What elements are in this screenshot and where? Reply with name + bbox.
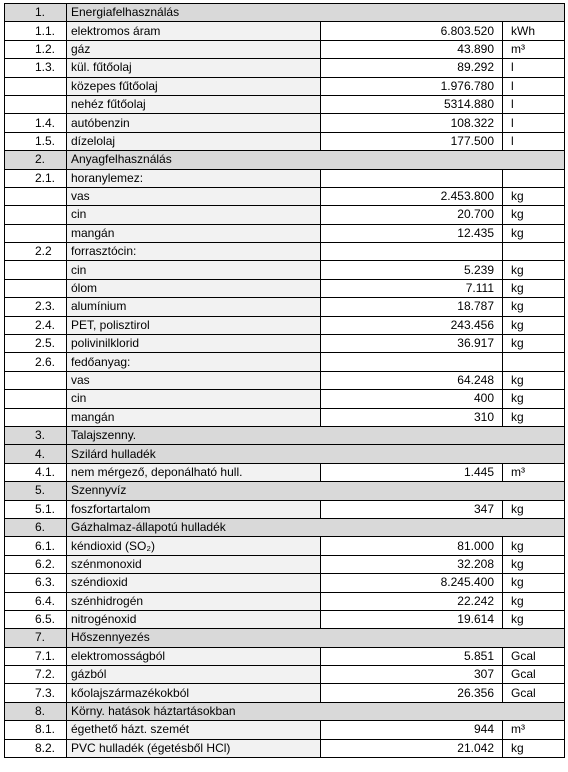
- row-number-cell: 1.2.: [5, 40, 67, 58]
- row-unit-cell: m³: [503, 463, 565, 481]
- table-row: [5, 666, 565, 684]
- row-label-cell: dízelolaj: [67, 132, 321, 150]
- row-value-cell: 32.208: [321, 555, 503, 573]
- table-row: [5, 224, 565, 242]
- table-row: [5, 187, 565, 205]
- row-number-cell: [5, 224, 67, 242]
- row-label-cell: Talajszenny.: [67, 426, 321, 444]
- row-label-cell: égethető házt. szemét: [67, 721, 321, 739]
- row-label-cell: közepes fűtőolaj: [67, 77, 321, 95]
- row-unit-cell: kg: [503, 298, 565, 316]
- row-number-cell: 1.5.: [5, 132, 67, 150]
- row-value-cell: [321, 445, 503, 463]
- row-value-cell: 20.700: [321, 206, 503, 224]
- table-row: [5, 592, 565, 610]
- row-number-cell: [5, 95, 67, 113]
- table-row: [5, 243, 565, 261]
- row-unit-cell: l: [503, 59, 565, 77]
- row-unit-cell: kg: [503, 574, 565, 592]
- row-label-cell: kül. fűtőolaj: [67, 59, 321, 77]
- row-number-cell: 1.3.: [5, 59, 67, 77]
- row-value-cell: 944: [321, 721, 503, 739]
- row-number-cell: 2.6.: [5, 353, 67, 371]
- row-value-cell: 177.500: [321, 132, 503, 150]
- row-number-cell: 5.1.: [5, 500, 67, 518]
- section-header-row: [5, 629, 565, 647]
- row-value-cell: 5314.880: [321, 95, 503, 113]
- row-unit-cell: l: [503, 95, 565, 113]
- row-value-cell: 19.614: [321, 610, 503, 628]
- row-unit-cell: kg: [503, 206, 565, 224]
- row-value-cell: 108.322: [321, 114, 503, 132]
- row-number-cell: 7.2.: [5, 666, 67, 684]
- row-number-cell: 7.1.: [5, 647, 67, 665]
- row-unit-cell: Gcal: [503, 647, 565, 665]
- row-value-cell: [321, 243, 503, 261]
- row-value-cell: [321, 353, 503, 371]
- row-label-cell: Hőszennyezés: [67, 629, 321, 647]
- row-label-cell: cin: [67, 261, 321, 279]
- row-label-cell: nem mérgező, deponálható hull.: [67, 463, 321, 481]
- row-unit-cell: l: [503, 132, 565, 150]
- row-value-cell: 7.111: [321, 279, 503, 297]
- table-row: [5, 371, 565, 389]
- row-value-cell: 12.435: [321, 224, 503, 242]
- row-value-cell: [321, 482, 503, 500]
- row-value-cell: [321, 151, 503, 169]
- table-row: [5, 408, 565, 426]
- table-row: [5, 335, 565, 353]
- row-unit-cell: m³: [503, 40, 565, 58]
- row-value-cell: [321, 629, 503, 647]
- row-number-cell: 2.3.: [5, 298, 67, 316]
- row-unit-cell: kg: [503, 592, 565, 610]
- row-unit-cell: m³: [503, 721, 565, 739]
- row-label-cell: elektromosságból: [67, 647, 321, 665]
- row-number-cell: 6.1.: [5, 537, 67, 555]
- row-label-cell: gázból: [67, 666, 321, 684]
- row-unit-cell: [503, 426, 565, 444]
- row-number-cell: 2.1.: [5, 169, 67, 187]
- row-number-cell: 8.1.: [5, 721, 67, 739]
- row-value-cell: 5.851: [321, 647, 503, 665]
- environmental-data-table-container: [4, 3, 564, 758]
- row-unit-cell: [503, 353, 565, 371]
- row-number-cell: 8.: [5, 702, 67, 720]
- row-value-cell: [321, 4, 503, 22]
- row-value-cell: 243.456: [321, 316, 503, 334]
- row-label-cell: elektromos áram: [67, 22, 321, 40]
- row-value-cell: 1.445: [321, 463, 503, 481]
- section-header-row: [5, 518, 565, 536]
- row-number-cell: 2.: [5, 151, 67, 169]
- section-header-row: [5, 482, 565, 500]
- row-unit-cell: Gcal: [503, 666, 565, 684]
- table-row: [5, 40, 565, 58]
- row-number-cell: [5, 206, 67, 224]
- row-label-cell: vas: [67, 371, 321, 389]
- table-row: [5, 574, 565, 592]
- row-value-cell: 22.242: [321, 592, 503, 610]
- row-unit-cell: l: [503, 77, 565, 95]
- table-row: [5, 684, 565, 702]
- row-unit-cell: [503, 445, 565, 463]
- row-value-cell: [321, 518, 503, 536]
- table-row: [5, 279, 565, 297]
- row-number-cell: 6.4.: [5, 592, 67, 610]
- row-number-cell: [5, 390, 67, 408]
- row-label-cell: szénmonoxid: [67, 555, 321, 573]
- row-label-cell: cin: [67, 206, 321, 224]
- environmental-data-table: [4, 3, 565, 758]
- row-label-cell: PET, polisztirol: [67, 316, 321, 334]
- row-unit-cell: kg: [503, 390, 565, 408]
- row-number-cell: [5, 279, 67, 297]
- row-label-cell: vas: [67, 187, 321, 205]
- row-unit-cell: [503, 482, 565, 500]
- row-number-cell: [5, 77, 67, 95]
- row-label-cell: széndioxid: [67, 574, 321, 592]
- row-label-cell: PVC hulladék (égetésből HCl): [67, 739, 321, 757]
- row-unit-cell: kWh: [503, 22, 565, 40]
- row-unit-cell: kg: [503, 555, 565, 573]
- row-unit-cell: kg: [503, 537, 565, 555]
- row-unit-cell: [503, 702, 565, 720]
- row-label-cell: mangán: [67, 408, 321, 426]
- row-number-cell: [5, 261, 67, 279]
- section-header-row: [5, 151, 565, 169]
- row-label-cell: horanylemez:: [67, 169, 321, 187]
- row-unit-cell: kg: [503, 371, 565, 389]
- row-unit-cell: kg: [503, 224, 565, 242]
- section-header-row: [5, 426, 565, 444]
- row-value-cell: 400: [321, 390, 503, 408]
- row-label-cell: polivinilklorid: [67, 335, 321, 353]
- row-unit-cell: kg: [503, 335, 565, 353]
- table-row: [5, 59, 565, 77]
- row-value-cell: 307: [321, 666, 503, 684]
- table-row: [5, 647, 565, 665]
- row-unit-cell: Gcal: [503, 684, 565, 702]
- row-number-cell: 6.3.: [5, 574, 67, 592]
- row-value-cell: 64.248: [321, 371, 503, 389]
- row-number-cell: 7.3.: [5, 684, 67, 702]
- row-value-cell: 2.453.800: [321, 187, 503, 205]
- row-value-cell: 81.000: [321, 537, 503, 555]
- row-label-cell: Gázhalmaz-állapotú hulladék: [67, 518, 321, 536]
- row-number-cell: 2.5.: [5, 335, 67, 353]
- row-label-cell: Energiafelhasználás: [67, 4, 321, 22]
- row-unit-cell: kg: [503, 261, 565, 279]
- row-value-cell: 21.042: [321, 739, 503, 757]
- table-row: [5, 261, 565, 279]
- row-value-cell: [321, 169, 503, 187]
- table-row: [5, 316, 565, 334]
- row-label-cell: szénhidrogén: [67, 592, 321, 610]
- section-header-row: [5, 702, 565, 720]
- row-number-cell: [5, 187, 67, 205]
- table-row: [5, 555, 565, 573]
- row-number-cell: 5.: [5, 482, 67, 500]
- row-value-cell: [321, 702, 503, 720]
- row-unit-cell: [503, 169, 565, 187]
- table-row: [5, 610, 565, 628]
- row-unit-cell: [503, 518, 565, 536]
- table-row: [5, 721, 565, 739]
- row-unit-cell: kg: [503, 739, 565, 757]
- table-row: [5, 114, 565, 132]
- row-value-cell: 26.356: [321, 684, 503, 702]
- row-value-cell: 89.292: [321, 59, 503, 77]
- row-unit-cell: [503, 629, 565, 647]
- row-number-cell: [5, 408, 67, 426]
- table-row: [5, 95, 565, 113]
- table-row: [5, 298, 565, 316]
- row-value-cell: 36.917: [321, 335, 503, 353]
- row-label-cell: kéndioxid (SO₂): [67, 537, 321, 555]
- row-number-cell: 1.1.: [5, 22, 67, 40]
- row-value-cell: 1.976.780: [321, 77, 503, 95]
- section-header-row: [5, 4, 565, 22]
- row-unit-cell: l: [503, 114, 565, 132]
- row-label-cell: fedőanyag:: [67, 353, 321, 371]
- row-value-cell: 310: [321, 408, 503, 426]
- section-header-row: [5, 445, 565, 463]
- row-label-cell: mangán: [67, 224, 321, 242]
- table-row: [5, 22, 565, 40]
- row-unit-cell: [503, 151, 565, 169]
- table-row: [5, 206, 565, 224]
- row-label-cell: autóbenzin: [67, 114, 321, 132]
- row-value-cell: 5.239: [321, 261, 503, 279]
- row-number-cell: 4.1.: [5, 463, 67, 481]
- row-unit-cell: [503, 243, 565, 261]
- row-number-cell: 2.4.: [5, 316, 67, 334]
- row-label-cell: Anyagfelhasználás: [67, 151, 321, 169]
- row-value-cell: 6.803.520: [321, 22, 503, 40]
- row-unit-cell: kg: [503, 187, 565, 205]
- table-row: [5, 169, 565, 187]
- table-row: [5, 77, 565, 95]
- row-label-cell: gáz: [67, 40, 321, 58]
- row-unit-cell: kg: [503, 500, 565, 518]
- row-number-cell: 4.: [5, 445, 67, 463]
- row-number-cell: 6.2.: [5, 555, 67, 573]
- row-unit-cell: kg: [503, 316, 565, 334]
- row-number-cell: 2.2: [5, 243, 67, 261]
- row-unit-cell: kg: [503, 408, 565, 426]
- row-number-cell: [5, 371, 67, 389]
- table-row: [5, 537, 565, 555]
- row-value-cell: 43.890: [321, 40, 503, 58]
- row-number-cell: 3.: [5, 426, 67, 444]
- row-value-cell: 18.787: [321, 298, 503, 316]
- row-number-cell: 1.: [5, 4, 67, 22]
- row-label-cell: Szennyvíz: [67, 482, 321, 500]
- row-label-cell: nitrogénoxid: [67, 610, 321, 628]
- row-value-cell: 8.245.400: [321, 574, 503, 592]
- row-label-cell: nehéz fűtőolaj: [67, 95, 321, 113]
- row-label-cell: kőolajszármazékokból: [67, 684, 321, 702]
- table-row: [5, 353, 565, 371]
- row-number-cell: 1.4.: [5, 114, 67, 132]
- table-row: [5, 390, 565, 408]
- row-number-cell: 8.2.: [5, 739, 67, 757]
- row-label-cell: forrasztócin:: [67, 243, 321, 261]
- row-value-cell: 347: [321, 500, 503, 518]
- row-label-cell: Körny. hatások háztartásokban: [67, 702, 321, 720]
- table-row: [5, 500, 565, 518]
- row-number-cell: 6.: [5, 518, 67, 536]
- table-row: [5, 463, 565, 481]
- table-row: [5, 132, 565, 150]
- row-number-cell: 7.: [5, 629, 67, 647]
- row-label-cell: Szilárd hulladék: [67, 445, 321, 463]
- table-row: [5, 739, 565, 757]
- row-label-cell: cin: [67, 390, 321, 408]
- row-label-cell: foszfortartalom: [67, 500, 321, 518]
- row-label-cell: ólom: [67, 279, 321, 297]
- row-unit-cell: [503, 4, 565, 22]
- row-label-cell: alumínium: [67, 298, 321, 316]
- row-value-cell: [321, 426, 503, 444]
- row-unit-cell: kg: [503, 610, 565, 628]
- row-number-cell: 6.5.: [5, 610, 67, 628]
- row-unit-cell: kg: [503, 279, 565, 297]
